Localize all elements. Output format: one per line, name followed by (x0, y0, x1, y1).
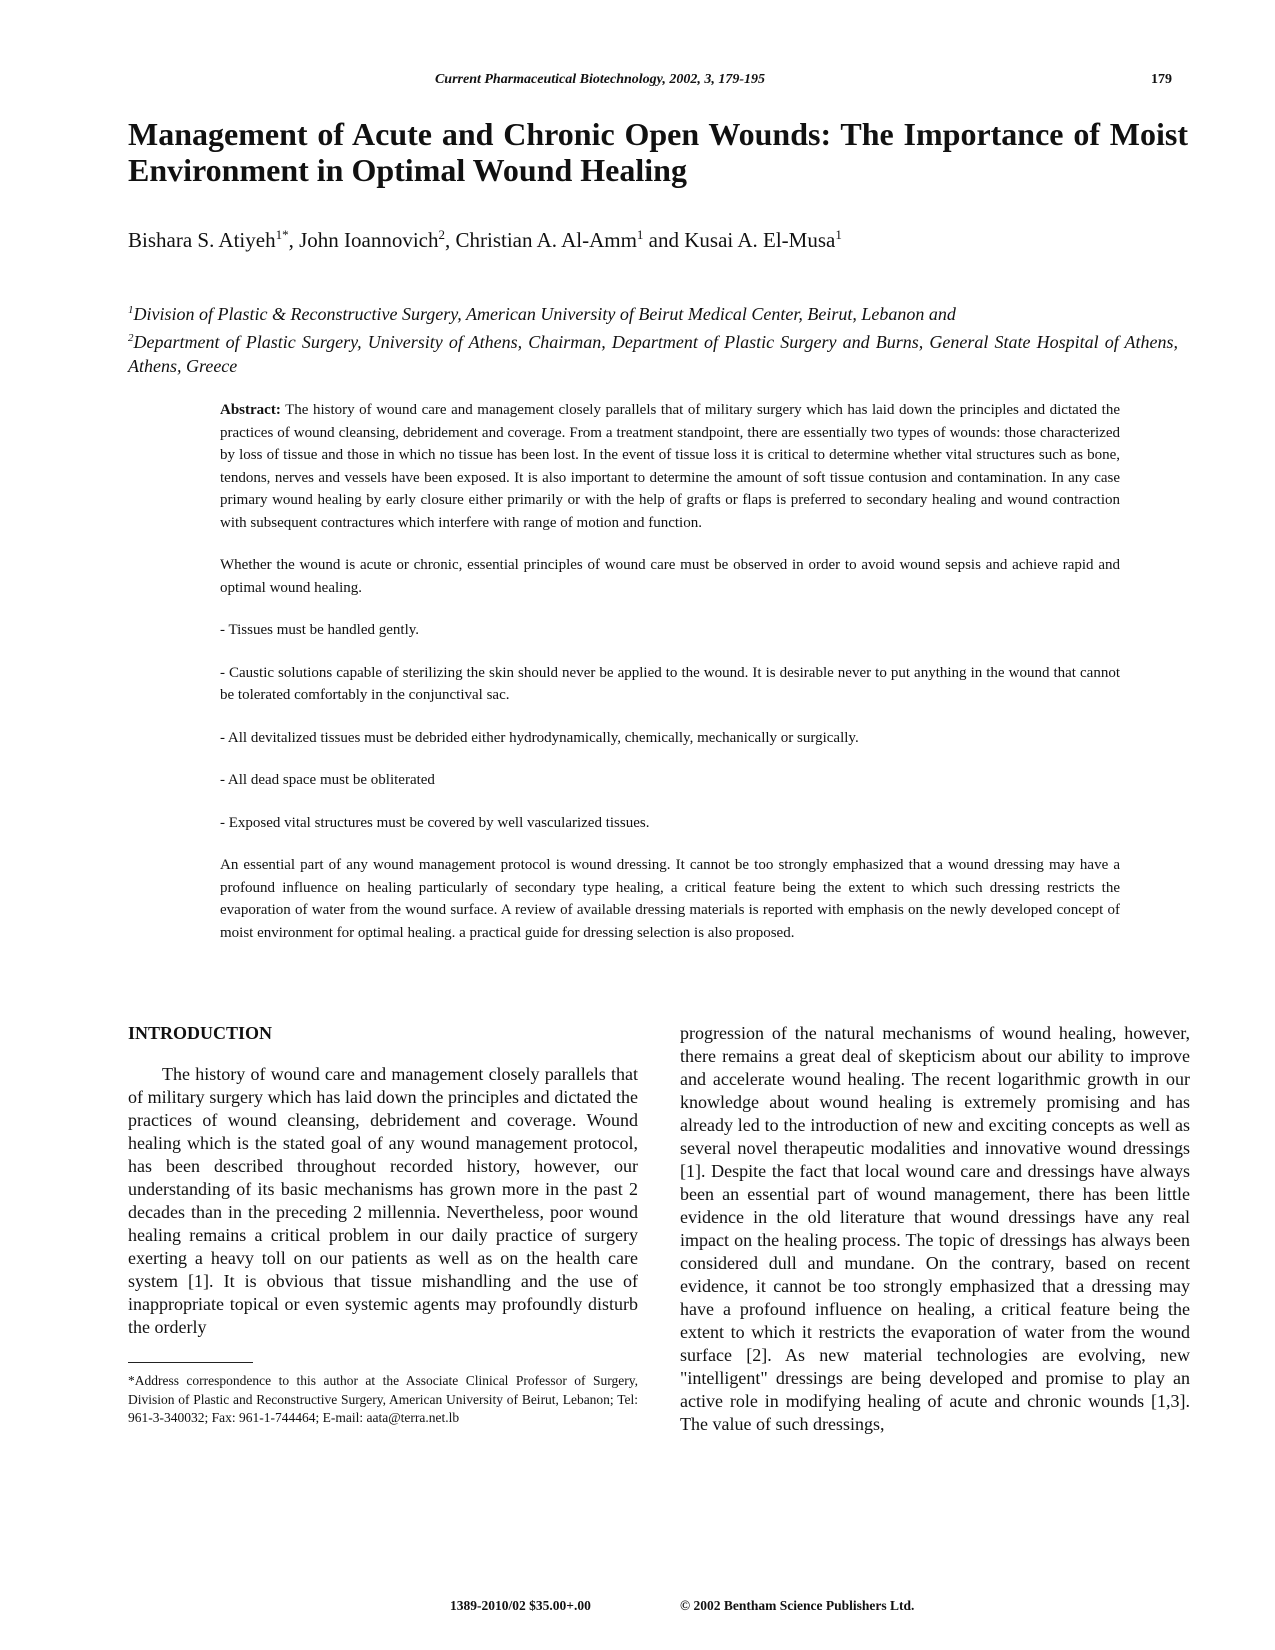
affiliation-text: Division of Plastic & Reconstructive Surgery, American University of Beirut Medical Center, Beirut, Lebanon and (133, 304, 956, 324)
abstract-paragraph (220, 399, 1120, 534)
author-name: Christian A. Al-Amm (455, 228, 637, 252)
affiliation-mark: 1 (128, 304, 134, 316)
abstract (220, 399, 1120, 964)
author-separator: , (444, 228, 456, 252)
abstract-paragraph: Whether the wound is acute or chronic, essential principles of wound care must be observed in order to avoid wound sepsis and achieve rapid and optimal wound healing. (220, 557, 1120, 596)
abstract-bullet: - Tissues must be handled gently. (220, 622, 420, 638)
affiliation-text: Department of Plastic Surgery, University of Athens, Chairman, Department of Plastic Surgery and Burns, General State Hospital of Athens, Athens, Greece (128, 332, 1178, 376)
abstract-label: Abstract: (220, 402, 281, 418)
affiliation-mark: 2 (128, 332, 134, 344)
abstract-paragraph: An essential part of any wound management protocol is wound dressing. It cannot be too strongly emphasized that a wound dressing may have a profound influence on healing particularly of secondary type healing, a critical feature being the extent to which such dressing restricts the evaporation of water from the wound surface. A review of available dressing materials is reported with emphasis on the newly developed concept of moist environment for optimal healing. a practical guide for dressing selection is also proposed. (220, 857, 1120, 941)
author-affiliation-mark: 1 (835, 227, 842, 242)
author-affiliation-mark: 2 (438, 227, 445, 242)
copyright: © 2002 Bentham Science Publishers Ltd. (680, 1598, 915, 1613)
author-affiliation-mark: 1 (636, 227, 644, 242)
issn-price: 1389-2010/02 $35.00+.00 (450, 1598, 591, 1613)
author-name: Kusai A. El-Musa (684, 228, 836, 252)
author-affiliation-mark: 1* (275, 227, 289, 242)
right-column (680, 1022, 1190, 1436)
author-name: Bishara S. Atiyeh (128, 228, 276, 252)
abstract-bullet: - All dead space must be obliterated (220, 772, 435, 788)
affiliations (128, 298, 1178, 378)
abstract-bullet: - Caustic solutions capable of sterilizing the skin should never be applied to the wound. It is desirable never to put anything in the wound that cannot be tolerated comfortably in the conjunctival sac. (220, 664, 1120, 703)
page-number: 179 (1151, 72, 1172, 87)
author-name: John Ioannovich (299, 228, 439, 252)
author-separator: and (643, 228, 685, 252)
footnote-divider (128, 1362, 253, 1363)
journal-citation: Current Pharmaceutical Biotechnology, 2002, 3, 179-195 (434, 72, 766, 87)
body-paragraph: progression of the natural mechanisms of wound healing, however, there remains a great deal of skepticism about our ability to improve and accelerate wound healing. The recent logarithmic growth in our knowledge about wound healing is extremely promising and has already led to the introduction of new and exciting concepts as well as several novel therapeutic modalities and innovative wound dressings [1]. Despite the fact that local wound care and dressings have always been an essential part of wound management, there has been little evidence in the old literature that wound dressings have any real impact on the healing process. The topic of dressings has always been considered dull and mundane. On the contrary, based on recent evidence, it cannot be too strongly emphasized that a dressing may have a profound influence on healing, a critical feature being the extent to which it restricts the evaporation of water from the wound surface [2]. As new material technologies are evolving, new "intelligent" dressings are being developed and promise to play an active role in modifying healing of acute and chronic wounds [1,3]. The value of such dressings, (680, 1023, 1190, 1434)
abstract-bullet: - All devitalized tissues must be debrided either hydrodynamically, chemically, mechanically or surgically. (220, 729, 859, 746)
correspondence-footnote: *Address correspondence to this author at the Associate Clinical Professor of Surgery, Division of Plastic and Reconstructive Surgery, American University of Beirut, Lebanon; Tel: 961-3-340032; Fax: 961-1-744464; E-mail: aata@terra.net.lb (128, 1373, 638, 1425)
body-paragraph: The history of wound care and management closely parallels that of military surgery which has laid down the principles and dictated the practices of wound cleansing, debridement and coverage. Wound healing which is the stated goal of any wound management protocol, has been described throughout recorded history, however, our understanding of its basic mechanisms has grown more in the past 2 decades than in the preceding 2 millennia. Nevertheless, poor wound healing remains a critical problem in our daily practice of surgery exerting a heavy toll on our patients as well as on the health care system [1]. It is obvious that tissue mishandling and the use of inappropriate topical or even systemic agents may profoundly disturb the orderly (128, 1064, 638, 1337)
article-title: Management of Acute and Chronic Open Wounds: The Importance of Moist Environment in Optimal Wound Healing (128, 116, 1188, 188)
author-list (128, 222, 1178, 253)
author-separator: , (288, 228, 300, 252)
section-heading: INTRODUCTION (128, 1023, 273, 1043)
abstract-bullet: - Exposed vital structures must be covered by well vascularized tissues. (220, 814, 650, 831)
abstract-text: The history of wound care and management closely parallels that of military surgery which has laid down the principles and dictated the practices of wound cleansing, debridement and coverage. From a treatment standpoint, there are essentially two types of wounds: those characterized by loss of tissue and those in which no tissue has been lost. In the event of tissue loss it is critical to determine whether vital structures such as bone, tendons, nerves and vessels have been exposed. It is also important to determine the amount of soft tissue contusion and contamination. In any case primary wound healing by early closure either primarily or with the help of grafts or flaps is preferred to secondary healing and wound contraction with subsequent contractures which interfere with range of motion and function. (220, 402, 1120, 531)
left-column (128, 1022, 638, 1339)
